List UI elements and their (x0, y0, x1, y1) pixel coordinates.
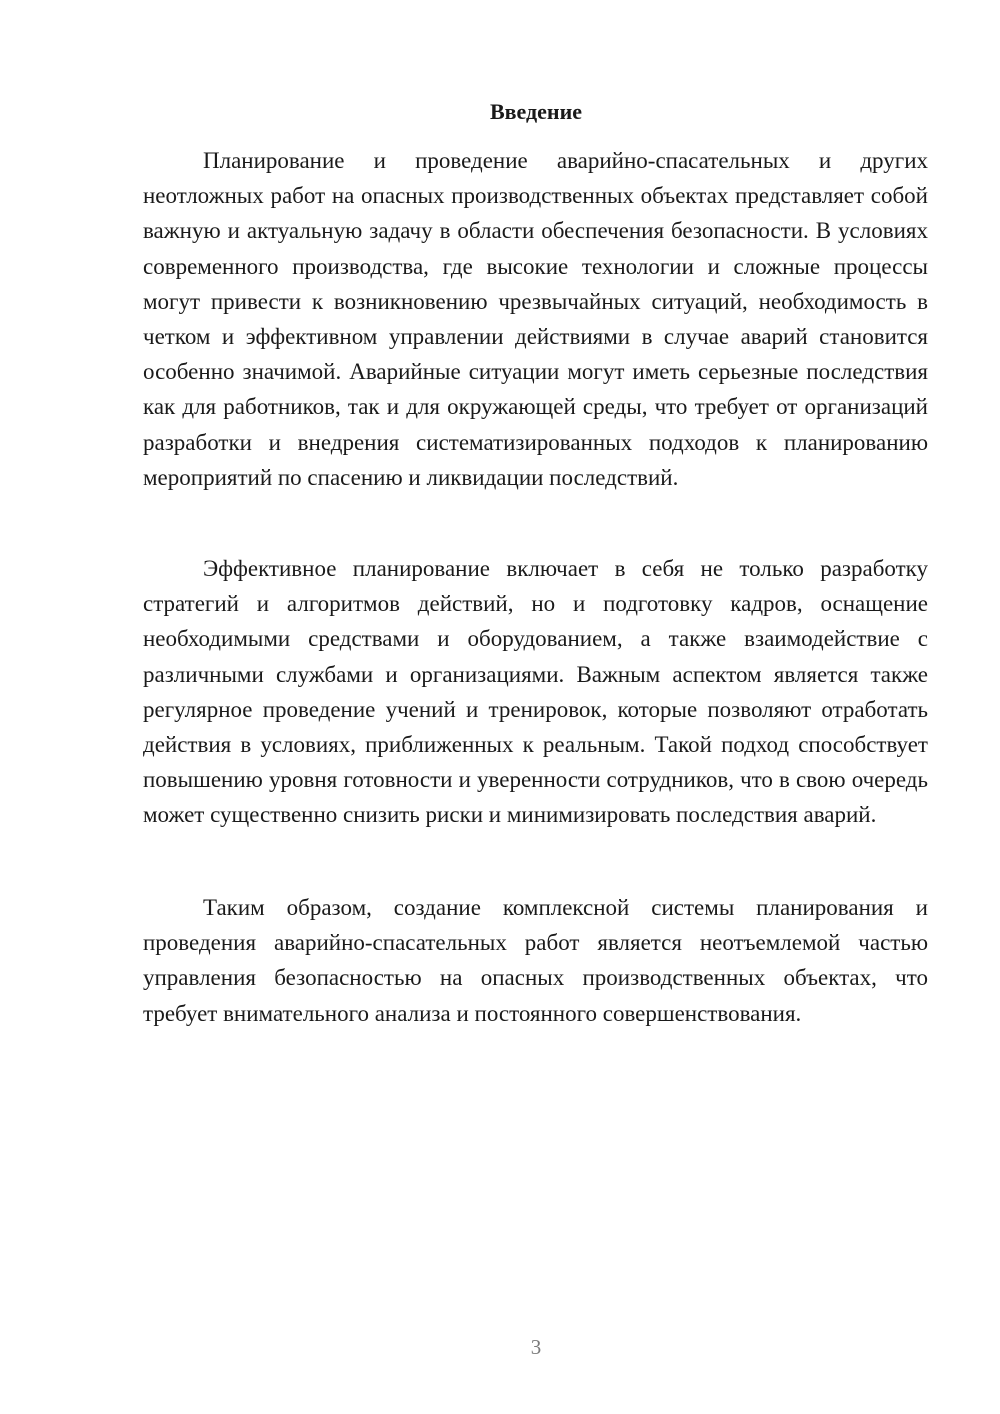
section-title: Введение (489, 99, 583, 124)
paragraph-planning: Эффективное планирование включает в себя не только разработку стратегий и алгоритмов действий, но и подготовку кадров, оснащение необходимыми средствами и оборудованием, а также взаимодействие с различными службами и организациями. Важным аспектом является также регулярное проведение учений и тренировок, которые позволяют отработать действия в условиях, приближенных к реальным. Такой подход способствует повышению уровня готовности и уверенности сотрудников, что в свою очередь может существенно снизить риски и минимизировать последствия аварий. (143, 556, 928, 828)
page-number: 3 (530, 1335, 542, 1359)
paragraph-conclusion: Таким образом, создание комплексной системы планирования и проведения аварийно-спасательных работ является неотъемлемой частью управления безопасностью на опасных производственных объектах, что требует внимательного анализа и постоянного совершенствования. (143, 895, 928, 1026)
paragraph-intro: Планирование и проведение аварийно-спасательных и других неотложных работ на опасных производственных объектах представляет собой важную и актуальную задачу в области обеспечения безопасности. В условиях современного производства, где высокие технологии и сложные процессы могут привести к возникновению чрезвычайных ситуаций, необходимость в четком и эффективном управлении действиями в случае аварий становится особенно значимой. Аварийные ситуации могут иметь серьезные последствия как для работников, так и для окружающей среды, что требует от организаций разработки и внедрения систематизированных подходов к планированию мероприятий по спасению и ликвидации последствий. (143, 148, 928, 490)
